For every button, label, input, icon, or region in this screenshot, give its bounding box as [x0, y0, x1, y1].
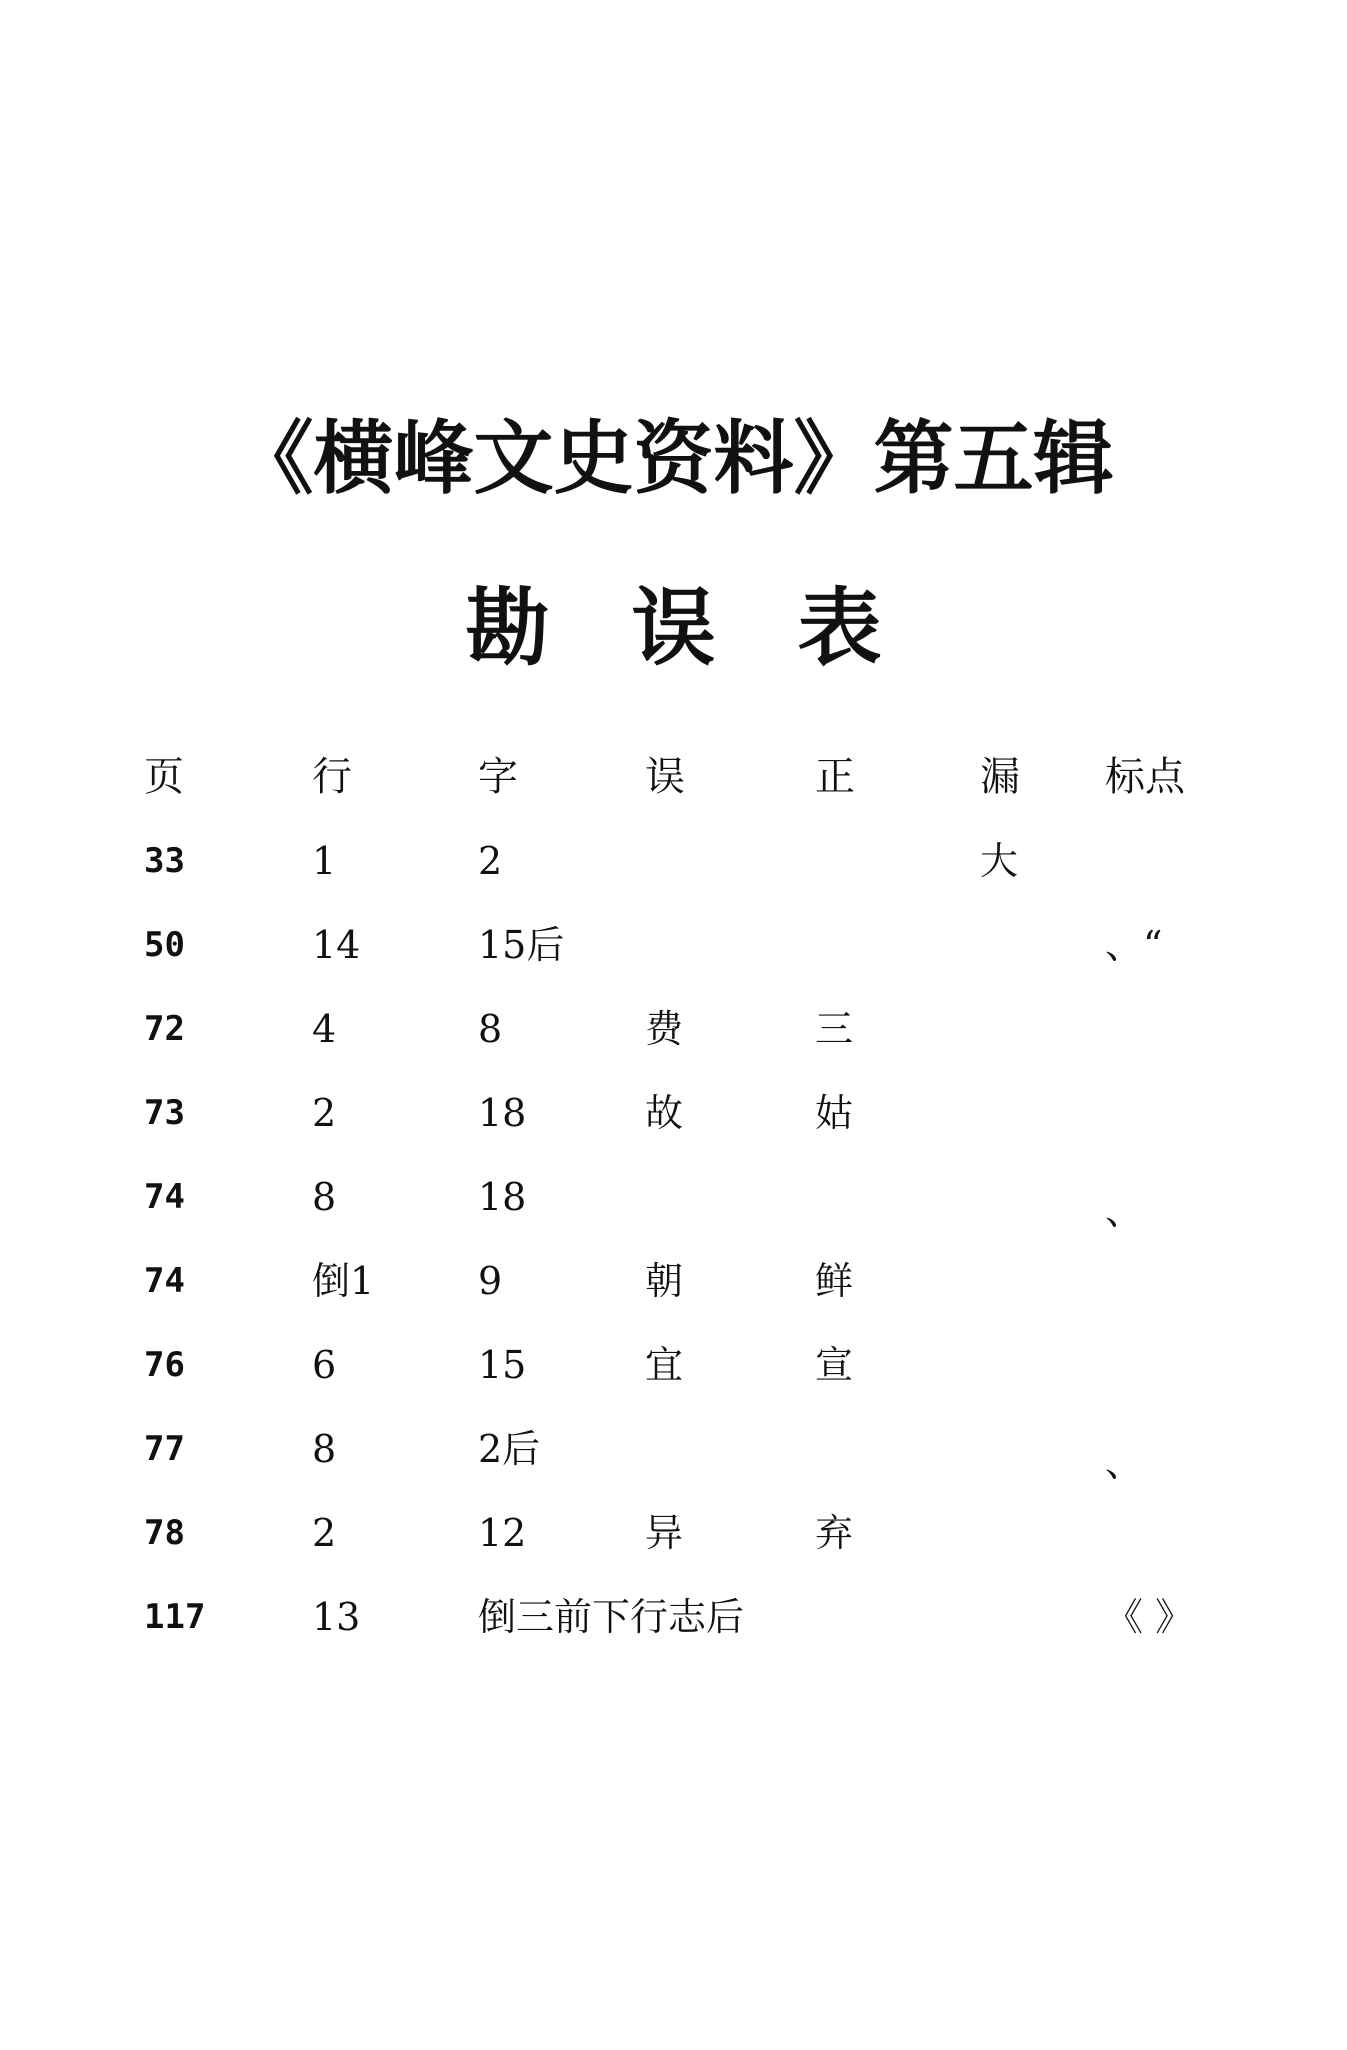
table-row — [140, 819, 1220, 903]
cell-missing: 大 — [980, 839, 1019, 883]
cell-character: 18 — [478, 1175, 527, 1219]
cell-page: 74 — [144, 1177, 185, 1217]
cell-character: 2后 — [478, 1427, 541, 1471]
header-line: 行 — [312, 754, 352, 800]
table-header-row — [140, 735, 1220, 819]
cell-character: 8 — [478, 1007, 503, 1051]
cell-correct: 弃 — [815, 1511, 854, 1555]
header-missing: 漏 — [980, 754, 1020, 800]
table-row — [140, 987, 1220, 1071]
cell-character: 15后 — [478, 923, 565, 967]
cell-page: 77 — [144, 1429, 185, 1469]
cell-correct: 姑 — [815, 1091, 854, 1135]
table-row — [140, 1071, 1220, 1155]
header-character: 字 — [478, 754, 518, 800]
cell-page: 76 — [144, 1345, 185, 1385]
cell-correct: 宣 — [815, 1343, 854, 1387]
header-wrong: 误 — [645, 754, 685, 800]
cell-line: 13 — [312, 1595, 361, 1639]
cell-character: 2 — [478, 839, 503, 883]
table-body — [140, 819, 1220, 1659]
cell-line: 14 — [312, 923, 361, 967]
cell-wrong: 故 — [645, 1091, 684, 1135]
cell-page: 78 — [144, 1513, 185, 1553]
table-row — [140, 1491, 1220, 1575]
table-row — [140, 1155, 1220, 1239]
cell-wrong: 费 — [645, 1007, 684, 1051]
document-title: 勘误表 — [465, 578, 964, 677]
table-row — [140, 1323, 1220, 1407]
cell-punctuation: 、 — [1105, 1189, 1144, 1233]
header-page: 页 — [144, 754, 184, 800]
cell-page: 33 — [144, 841, 185, 881]
cell-character: 9 — [478, 1259, 503, 1303]
header-punctuation: 标点 — [1105, 754, 1185, 800]
cell-page: 50 — [144, 925, 185, 965]
cell-punctuation: 、“ — [1105, 923, 1163, 967]
cell-wrong: 宜 — [645, 1343, 684, 1387]
errata-table — [140, 735, 1220, 1659]
table-row — [140, 1407, 1220, 1491]
cell-line: 6 — [312, 1343, 337, 1387]
header-correct: 正 — [815, 754, 855, 800]
table-row — [140, 903, 1220, 987]
cell-correct: 鲜 — [815, 1259, 854, 1303]
cell-page: 74 — [144, 1261, 185, 1301]
table-row — [140, 1575, 1220, 1659]
cell-punctuation: 、 — [1105, 1441, 1144, 1485]
cell-character: 18 — [478, 1091, 527, 1135]
cell-line: 8 — [312, 1427, 337, 1471]
cell-line: 4 — [312, 1007, 337, 1051]
cell-wrong: 朝 — [645, 1259, 684, 1303]
cell-character: 倒三前下行志后 — [478, 1595, 745, 1639]
cell-page: 72 — [144, 1009, 185, 1049]
cell-page: 117 — [144, 1597, 206, 1637]
cell-punctuation: 《 》 — [1105, 1595, 1194, 1639]
cell-character: 12 — [478, 1511, 527, 1555]
cell-line: 2 — [312, 1091, 337, 1135]
cell-correct: 三 — [815, 1007, 854, 1051]
cell-wrong: 异 — [645, 1511, 684, 1555]
cell-character: 15 — [478, 1343, 527, 1387]
cell-line: 1 — [312, 839, 337, 883]
book-title: 《横峰文史资料》第五辑 — [233, 411, 1114, 505]
cell-line: 8 — [312, 1175, 337, 1219]
cell-line: 倒1 — [312, 1259, 375, 1303]
table-row — [140, 1239, 1220, 1323]
cell-line: 2 — [312, 1511, 337, 1555]
cell-page: 73 — [144, 1093, 185, 1133]
